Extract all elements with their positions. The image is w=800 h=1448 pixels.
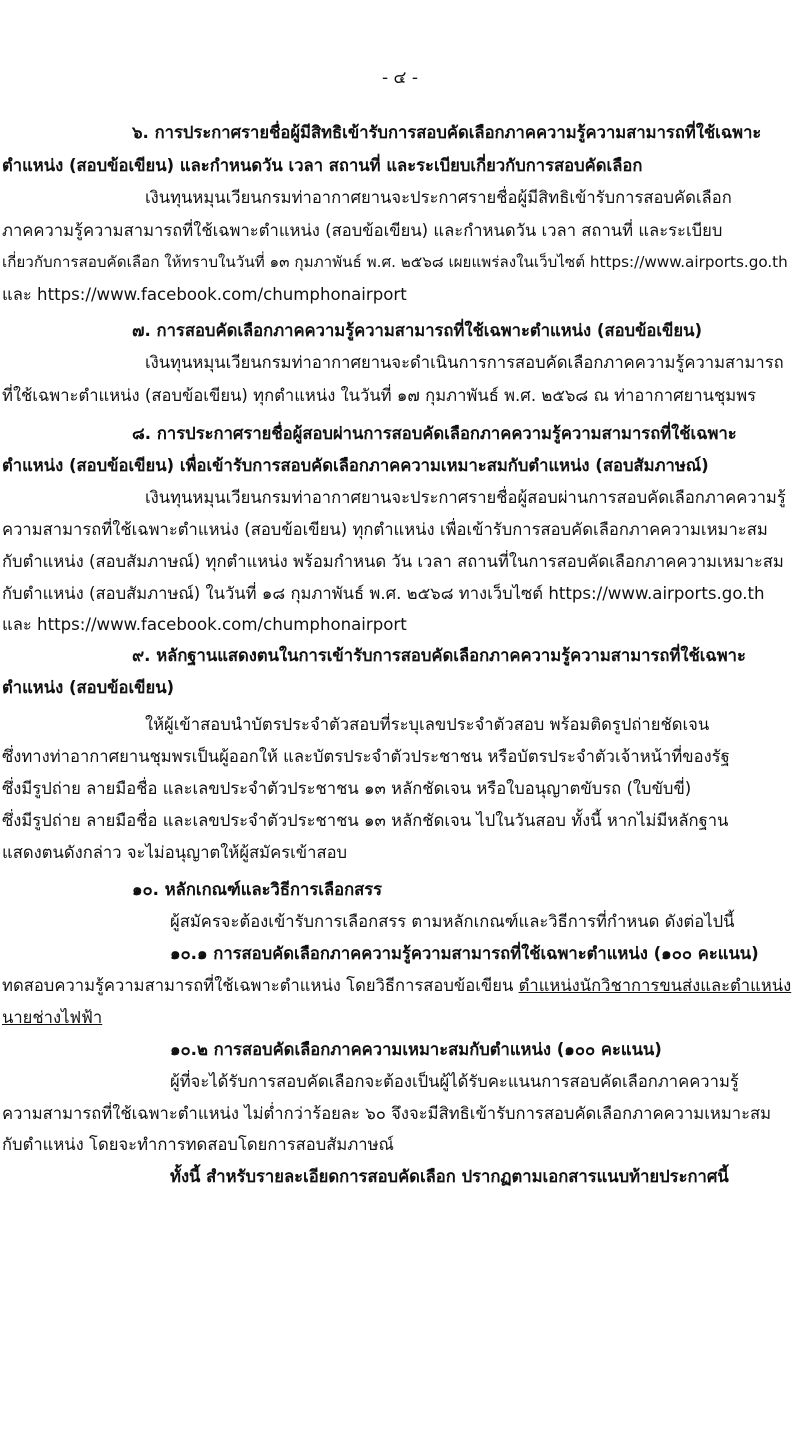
section-6-paragraph-line: และ https://www.facebook.com/chumphonairport (2, 285, 407, 304)
section-9-paragraph: ให้ผู้เข้าสอบนำบัตรประจำตัวสอบที่ระบุเลขประจำตัวสอบ พร้อมติดรูปถ่ายชัดเจน (145, 715, 710, 734)
section-10-1-text: ทดสอบความรู้ความสามารถที่ใช้เฉพาะตำแหน่ง โดยวิธีการสอบข้อเขียน (2, 976, 519, 995)
position-names-underlined: ตำแหน่งนักวิชาการขนส่งและตำแหน่ง (518, 976, 792, 995)
closing-statement: ทั้งนี้ สำหรับรายละเอียดการสอบคัดเลือก ปรากฏตามเอกสารแนบท้ายประกาศนี้ (170, 1167, 729, 1186)
section-10-2-heading: ๑๐.๒ การสอบคัดเลือกภาคความเหมาะสมกับตำแหน่ง (๑๐๐ คะแนน) (170, 1040, 662, 1059)
section-8-paragraph-line: ความสามารถที่ใช้เฉพาะตำแหน่ง (สอบข้อเขียน) ทุกตำแหน่ง เพื่อเข้ารับการสอบคัดเลือกภาคความเหมาะสม (2, 520, 768, 539)
section-8-paragraph-line: กับตำแหน่ง (สอบสัมภาษณ์) ในวันที่ ๑๘ กุมภาพันธ์ พ.ศ. ๒๕๖๘ ทางเว็บไซต์ https://www.airports.go.th (2, 584, 765, 603)
section-10-heading: ๑๐. หลักเกณฑ์และวิธีการเลือกสรร (132, 880, 383, 899)
section-7-heading: ๗. การสอบคัดเลือกภาคความรู้ความสามารถที่ใช้เฉพาะตำแหน่ง (สอบข้อเขียน) (132, 321, 703, 340)
section-6-heading: ๖. การประกาศรายชื่อผู้มีสิทธิเข้ารับการสอบคัดเลือกภาคความรู้ความสามารถที่ใช้เฉพาะ (132, 123, 762, 142)
section-9-paragraph-line: ซึ่งทางท่าอากาศยานชุมพรเป็นผู้ออกให้ และบัตรประจำตัวประชาชน หรือบัตรประจำตัวเจ้าหน้าที่ของรัฐ (2, 747, 730, 766)
section-9-paragraph-line: แสดงตนดังกล่าว จะไม่อนุญาตให้ผู้สมัครเข้าสอบ (2, 843, 348, 862)
section-7-paragraph: เงินทุนหมุนเวียนกรมท่าอากาศยานจะดำเนินการการสอบคัดเลือกภาคความรู้ความสามารถ (145, 353, 784, 372)
section-10-1-paragraph (2, 970, 794, 1001)
section-6-paragraph-line: เกี่ยวกับการสอบคัดเลือก ให้ทราบในวันที่ ๑๓ กุมภาพันธ์ พ.ศ. ๒๕๖๘ เผยแพร่ลงในเว็บไซต์ https://www.airports.go.th (2, 253, 788, 271)
section-9-paragraph-line: ซึ่งมีรูปถ่าย ลายมือชื่อ และเลขประจำตัวประชาชน ๑๓ หลักชัดเจน หรือใบอนุญาตขับรถ (ใบขับขี่) (2, 779, 692, 798)
section-8-paragraph-line: กับตำแหน่ง (สอบสัมภาษณ์) ทุกตำแหน่ง พร้อมกำหนด วัน เวลา สถานที่ในการสอบคัดเลือกภาคความเหมาะสม (2, 552, 784, 571)
section-7-paragraph-line: ที่ใช้เฉพาะตำแหน่ง (สอบข้อเขียน) ทุกตำแหน่ง ในวันที่ ๑๗ กุมภาพันธ์ พ.ศ. ๒๕๖๘ ณ ท่าอากาศยานชุมพร (2, 386, 757, 405)
section-10-1-heading: ๑๐.๑ การสอบคัดเลือกภาคความรู้ความสามารถที่ใช้เฉพาะตำแหน่ง (๑๐๐ คะแนน) (170, 944, 759, 963)
section-10-2-paragraph: ผู้ที่จะได้รับการสอบคัดเลือกจะต้องเป็นผู้ได้รับคะแนนการสอบคัดเลือกภาคความรู้ (170, 1072, 739, 1091)
section-10-2-paragraph-line: กับตำแหน่ง โดยจะทำการทดสอบโดยการสอบสัมภาษณ์ (2, 1135, 394, 1154)
section-9-heading: ๙. หลักฐานแสดงตนในการเข้ารับการสอบคัดเลือกภาคความรู้ความสามารถที่ใช้เฉพาะ (132, 646, 746, 665)
section-9-heading-cont: ตำแหน่ง (สอบข้อเขียน) (2, 678, 175, 697)
position-names-underlined-cont: นายช่างไฟฟ้า (2, 1008, 103, 1027)
section-6-paragraph: เงินทุนหมุนเวียนกรมท่าอากาศยานจะประกาศรายชื่อผู้มีสิทธิเข้ารับการสอบคัดเลือก (145, 188, 732, 207)
section-10-2-paragraph-line: ความสามารถที่ใช้เฉพาะตำแหน่ง ไม่ต่ำกว่าร้อยละ ๖๐ จึงจะมีสิทธิเข้ารับการสอบคัดเลือกภาคความเหมาะสม (2, 1104, 772, 1123)
section-8-heading: ๘. การประกาศรายชื่อผู้สอบผ่านการสอบคัดเลือกภาคความรู้ความสามารถที่ใช้เฉพาะ (132, 424, 737, 443)
section-10-intro: ผู้สมัครจะต้องเข้ารับการเลือกสรร ตามหลักเกณฑ์และวิธีการที่กำหนด ดังต่อไปนี้ (170, 912, 735, 931)
section-8-paragraph-line: และ https://www.facebook.com/chumphonairport (2, 615, 407, 634)
section-8-heading-cont: ตำแหน่ง (สอบข้อเขียน) เพื่อเข้ารับการสอบคัดเลือกภาคความเหมาะสมกับตำแหน่ง (สอบสัมภาษณ์) (2, 456, 709, 475)
section-9-paragraph-line: ซึ่งมีรูปถ่าย ลายมือชื่อ และเลขประจำตัวประชาชน ๑๓ หลักชัดเจน ไปในวันสอบ ทั้งนี้ หากไม่มีหลักฐาน (2, 811, 729, 830)
section-6-heading-cont: ตำแหน่ง (สอบข้อเขียน) และกำหนดวัน เวลา สถานที่ และระเบียบเกี่ยวกับการสอบคัดเลือก (2, 156, 643, 175)
section-8-paragraph: เงินทุนหมุนเวียนกรมท่าอากาศยานจะประกาศรายชื่อผู้สอบผ่านการสอบคัดเลือกภาคความรู้ (145, 488, 786, 507)
section-6-paragraph-line: ภาคความรู้ความสามารถที่ใช้เฉพาะตำแหน่ง (สอบข้อเขียน) และกำหนดวัน เวลา สถานที่ และระเบียบ (2, 221, 723, 240)
page-number: - ๔ - (382, 68, 418, 88)
